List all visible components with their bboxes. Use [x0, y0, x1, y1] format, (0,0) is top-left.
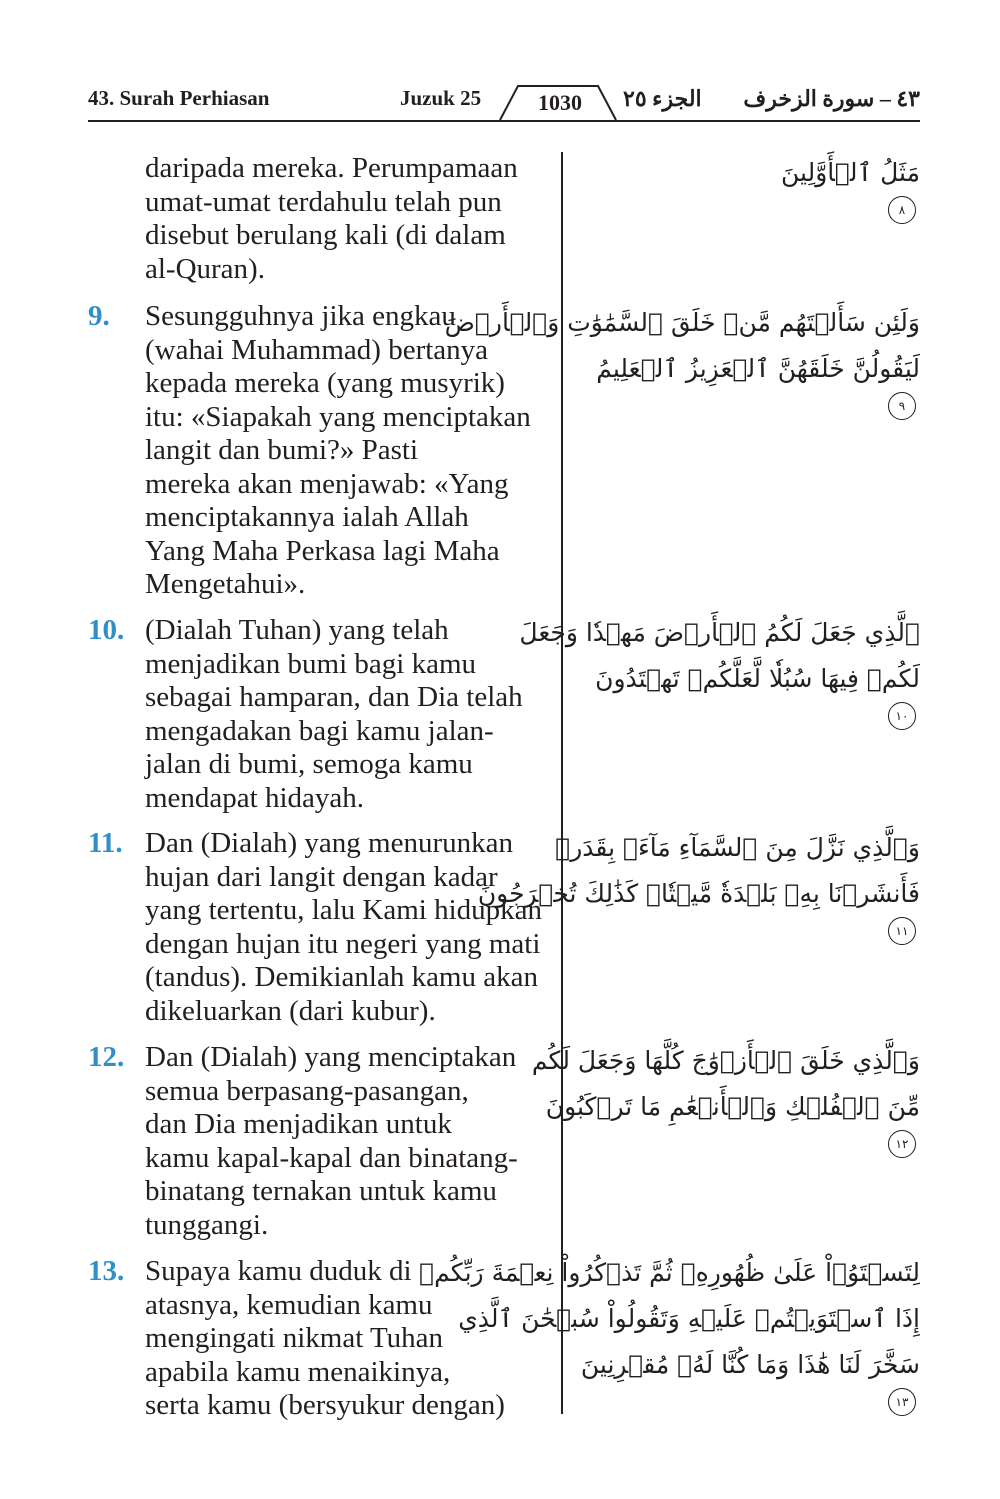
ayah-end-marker: ٨ [888, 196, 916, 224]
juz-label-arabic: الجزء ٢٥ [623, 86, 702, 111]
verse-9-arabic [444, 300, 920, 420]
verse-translation: Supaya kamu duduk di atasnya, kemudian kamu mengingati nikmat Tuhan apabila kamu menaikinya, serta kamu (bersyukur dengan) [145, 1255, 505, 1421]
juz-label-latin: Juzuk 25 [400, 86, 482, 110]
ayah-end-marker: ١٣ [888, 1388, 916, 1416]
arabic-line: وَلَئِن سَأَلۡتَهُم مَّنۡ خَلَقَ ٱلسَّمَٰوَٰتِ وَٱلۡأَرۡضَ [444, 308, 920, 337]
ayah-end-marker: ١١ [888, 917, 916, 945]
arabic-line: مَثَلُ ٱلۡأَوَّلِينَ ٨ [590, 150, 920, 224]
ayah-end-marker: ١٢ [888, 1130, 916, 1158]
verse-number: 11. [88, 827, 123, 859]
verse-8-arabic [590, 150, 920, 224]
verse-number: 10. [88, 614, 125, 646]
verse-translation: daripada mereka. Perumpamaan umat-umat terdahulu telah pun disebut berulang kali (di dalam al-Quran). [145, 152, 518, 285]
arabic-line: وَٱلَّذِي خَلَقَ ٱلۡأَزۡوَٰجَ كُلَّهَا وَجَعَلَ لَكُم [531, 1046, 920, 1075]
page-header [88, 82, 920, 124]
surah-title-latin: 43. Surah Perhiasan [88, 86, 270, 110]
page-number: 1030 [538, 90, 582, 115]
arabic-line: ٱلَّذِي جَعَلَ لَكُمُ ٱلۡأَرۡضَ مَهۡدٗا وَجَعَلَ [519, 618, 920, 647]
verse-13-arabic [419, 1250, 920, 1416]
surah-title-arabic: ٤٣ – سورة الزخرف [743, 86, 920, 111]
verse-number: 9. [88, 300, 110, 332]
verse-translation: Dan (Dialah) yang menurunkan hujan dari langit dengan kadar yang tertentu, lalu Kami hidupkan dengan hujan itu negeri yang mati (tandus). Demikianlah kamu akan dikeluarkan (dari kubur). [145, 827, 543, 1027]
arabic-line: وَٱلَّذِي نَزَّلَ مِنَ ٱلسَّمَآءِ مَآءَۢ بِقَدَرٖ [555, 833, 920, 862]
verse-number: 12. [88, 1041, 125, 1073]
arabic-line: لَيَقُولُنَّ خَلَقَهُنَّ ٱلۡعَزِيزُ ٱلۡعَلِيمُ ٩ [590, 346, 920, 420]
header-rule [88, 120, 920, 122]
arabic-line: مِّنَ ٱلۡفُلۡكِ وَٱلۡأَنۡعَٰمِ مَا تَرۡكَبُونَ ١٢ [590, 1084, 920, 1158]
verse-11-arabic [477, 825, 920, 945]
arabic-line: لِتَسۡتَوُۥاْ عَلَىٰ ظُهُورِهِۦ ثُمَّ تَذۡكُرُواْ نِعۡمَةَ رَبِّكُمۡ [419, 1258, 920, 1287]
verse-translation: Dan (Dialah) yang menciptakan semua berpasang-pasangan, dan Dia menjadikan untuk kamu kapal-kapal dan binatang- binatang ternakan untuk kamu tunggangi. [145, 1041, 518, 1241]
verse-translation: Sesungguhnya jika engkau (wahai Muhammad) bertanya kepada mereka (yang musyrik) itu: «Siapakah yang menciptakan langit dan bumi?» Pasti mereka akan menjawab: «Yang menciptakannya ialah Allah Yang Maha Perkasa lagi Maha Mengetahui». [145, 300, 531, 600]
verse-12-arabic [531, 1038, 920, 1158]
arabic-line: لَكُمۡ فِيهَا سُبُلٗا لَّعَلَّكُمۡ تَهۡتَدُونَ ١٠ [590, 656, 920, 730]
verse-10-arabic [519, 610, 920, 730]
verse-number: 13. [88, 1255, 125, 1287]
verse-translation: (Dialah Tuhan) yang telah menjadikan bumi bagi kamu sebagai hamparan, dan Dia telah mengadakan bagi kamu jalan- jalan di bumi, semoga kamu mendapat hidayah. [145, 614, 523, 814]
arabic-line: سَخَّرَ لَنَا هَٰذَا وَمَا كُنَّا لَهُۥ مُقۡرِنِينَ ١٣ [590, 1342, 920, 1416]
ayah-end-marker: ٩ [888, 392, 916, 420]
arabic-line: إِذَا ٱسۡتَوَيۡتُمۡ عَلَيۡهِ وَتَقُولُواْ سُبۡحَٰنَ ٱلَّذِي [458, 1304, 920, 1333]
arabic-line: فَأَنشَرۡنَا بِهِۦ بَلۡدَةٗ مَّيۡتٗاۚ كَذَٰلِكَ تُخۡرَجُونَ ١١ [590, 871, 920, 945]
ayah-end-marker: ١٠ [888, 702, 916, 730]
